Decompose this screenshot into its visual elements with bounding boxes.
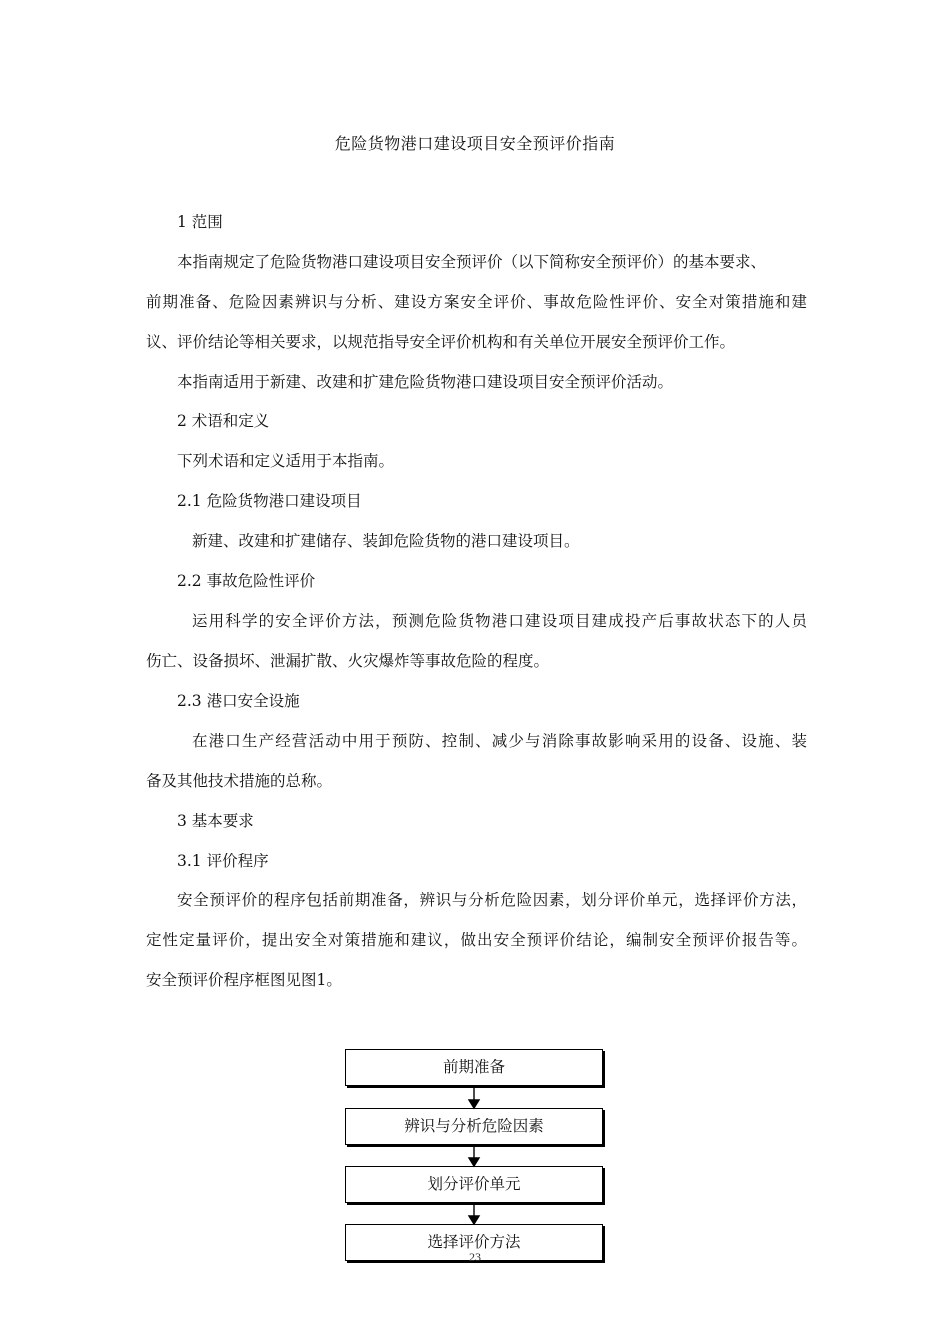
flow-arrow-head [469, 1158, 479, 1166]
paragraph-line: 议、评价结论等相关要求，以规范指导安全评价机构和有关单位开展安全预评价工作。 [146, 333, 736, 351]
paragraph-line: 前期准备、危险因素辨识与分析、建设方案安全评价、事故危险性评价、安全对策措施和建 [146, 293, 807, 311]
flowchart-step: 划分评价单元 [345, 1166, 603, 1203]
page-number: 23 [469, 1250, 481, 1264]
section-heading-1: 1 范围 [177, 213, 223, 231]
flowchart-step: 前期准备 [345, 1049, 603, 1086]
section-heading-3: 3 基本要求 [177, 812, 254, 830]
subsection-heading-2-1: 2.1 危险货物港口建设项目 [177, 492, 362, 510]
paragraph-line: 运用科学的安全评价方法，预测危险货物港口建设项目建成投产后事故状态下的人员 [192, 612, 807, 630]
paragraph-line: 新建、改建和扩建储存、装卸危险货物的港口建设项目。 [192, 532, 580, 550]
flow-arrow-head [469, 1216, 479, 1224]
flow-arrow-head [469, 1100, 479, 1108]
flowchart-step: 选择评价方法 [345, 1224, 603, 1261]
paragraph-line: 安全预评价程序框图见图1。 [146, 971, 342, 989]
paragraph-line: 安全预评价的程序包括前期准备，辨识与分析危险因素，划分评价单元，选择评价方法， [177, 891, 807, 909]
paragraph-line: 备及其他技术措施的总称。 [146, 772, 333, 790]
subsection-heading-3-1: 3.1 评价程序 [177, 852, 269, 870]
paragraph-line: 定性定量评价，提出安全对策措施和建议，做出安全预评价结论，编制安全预评价报告等。 [146, 931, 807, 949]
paragraph-line: 伤亡、设备损坏、泄漏扩散、火灾爆炸等事故危险的程度。 [146, 652, 550, 670]
document-title: 危险货物港口建设项目安全预评价指南 [334, 134, 616, 153]
section-heading-2: 2 术语和定义 [177, 412, 270, 430]
flowchart-step: 辨识与分析危险因素 [345, 1108, 603, 1145]
paragraph-line: 在港口生产经营活动中用于预防、控制、减少与消除事故影响采用的设备、设施、装 [192, 732, 807, 750]
paragraph-line: 本指南适用于新建、改建和扩建危险货物港口建设项目安全预评价活动。 [177, 373, 674, 391]
paragraph-line: 下列术语和定义适用于本指南。 [177, 452, 395, 470]
subsection-heading-2-2: 2.2 事故危险性评价 [177, 572, 316, 590]
subsection-heading-2-3: 2.3 港口安全设施 [177, 692, 300, 710]
paragraph-line: 本指南规定了危险货物港口建设项目安全预评价（以下简称安全预评价）的基本要求、 [177, 253, 767, 271]
